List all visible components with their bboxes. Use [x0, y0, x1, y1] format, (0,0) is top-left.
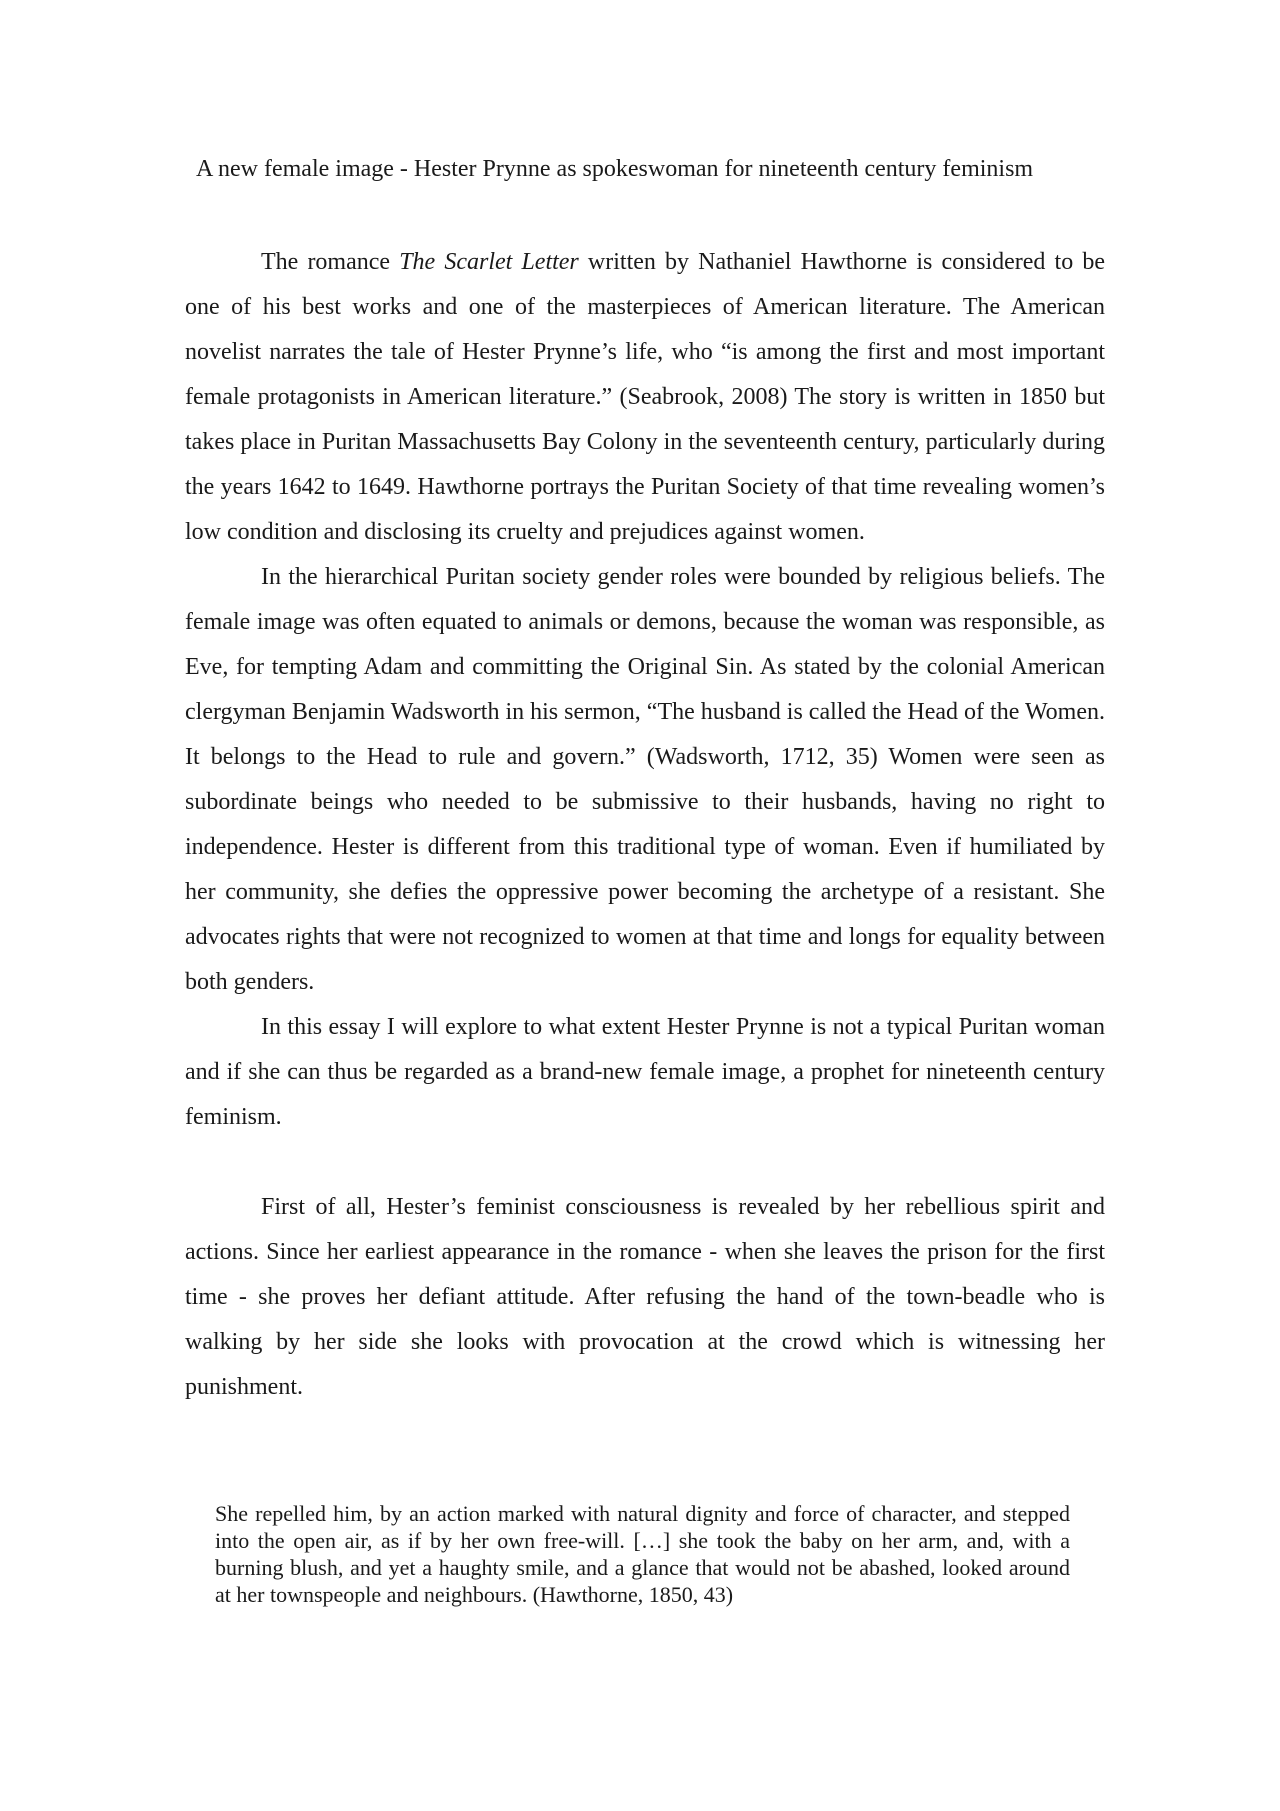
block-quote [215, 1500, 1070, 1608]
section-gap [185, 1140, 1105, 1185]
essay-body [185, 240, 1105, 1410]
paragraph-rebellious-spirit: First of all, Hester’s feminist consciousness is revealed by her rebellious spirit and actions. Since her earliest appearance in the romance - when she leaves the prison for the first time - she proves her defiant attitude. After refusing the hand of the town-beadle who is walking by her side she looks with provocation at the crowd which is witnessing her punishment. [185, 1194, 1105, 1400]
paragraph-intro-lead: The romance [261, 249, 400, 275]
paragraph-puritan-society: In the hierarchical Puritan society gender roles were bounded by religious beliefs. The female image was often equated to animals or demons, because the woman was responsible, as Eve, for tempting Adam and committing the Original Sin. As stated by the colonial American clergyman Benjamin Wadsworth in his sermon, “The husband is called the Head of the Women. It belongs to the Head to rule and govern.” (Wadsworth, 1712, 35) Women were seen as subordinate beings who needed to be submissive to their husbands, having no right to independence. Hester is different from this traditional type of woman. Even if humiliated by her community, she defies the oppressive power becoming the archetype of a resistant. She advocates rights that were not recognized to women at that time and longs for equality between both genders. [185, 564, 1105, 995]
book-title: The Scarlet Letter [399, 249, 579, 275]
document-title: A new female image - Hester Prynne as spokeswoman for nineteenth century feminism [196, 156, 1034, 182]
paragraph-intro-rest: written by Nathaniel Hawthorne is considered to be one of his best works and one of the masterpieces of American literature. The American novelist narrates the tale of Hester Prynne’s life, who “is among the first and most important female protagonists in American literature.” (Seabrook, 2008) The story is written in 1850 but takes place in Puritan Massachusetts Bay Colony in the seventeenth century, particularly during the years 1642 to 1649. Hawthorne portrays the Puritan Society of that time revealing women’s low condition and disclosing its cruelty and prejudices against women. [185, 249, 1106, 545]
block-quote-text: She repelled him, by an action marked with natural dignity and force of character, and stepped into the open air, as if by her own free-will. […] she took the baby on her arm, and, with a burning blush, and yet a haughty smile, and a glance that would not be abashed, looked around at her townspeople and neighbours. (Hawthorne, 1850, 43) [215, 1501, 1070, 1607]
paragraph-intro [185, 240, 1105, 555]
paragraph-thesis: In this essay I will explore to what extent Hester Prynne is not a typical Puritan woman and if she can thus be regarded as a brand-new female image, a prophet for nineteenth century feminism. [185, 1014, 1105, 1130]
